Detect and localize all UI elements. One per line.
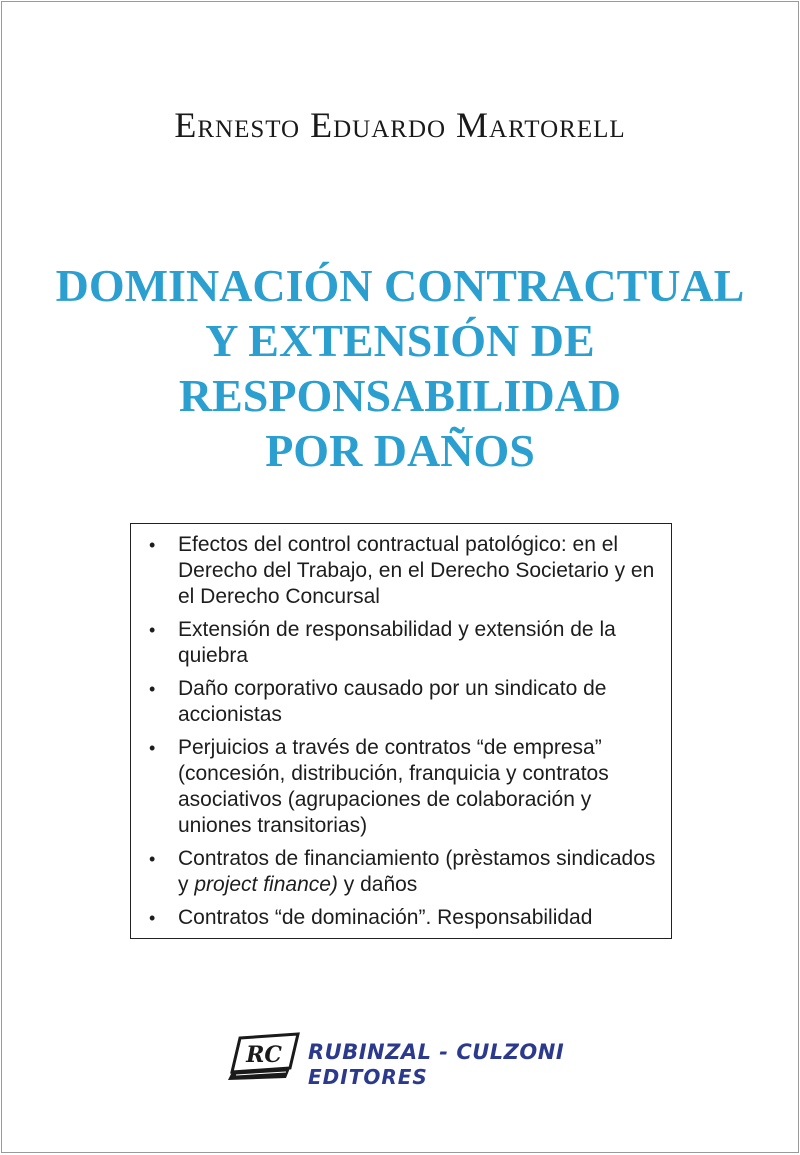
topic-text: Contratos “de dominación”. Responsabilidad <box>178 906 593 929</box>
publisher-sub: EDITORES <box>308 1065 428 1089</box>
publisher-logo-text: RC <box>246 1042 282 1068</box>
topic-item <box>147 617 663 669</box>
bullet-icon: • <box>149 849 156 869</box>
publisher-name: RUBINZAL - CULZONI <box>308 1040 565 1064</box>
topics-box <box>130 523 672 939</box>
bullet-icon: • <box>149 679 156 699</box>
topic-text: Extensión de responsabilidad y extensión de la quiebra <box>178 618 616 667</box>
publisher-logo-icon <box>226 1032 302 1082</box>
topic-text: Efectos del control contractual patológico: en el Derecho del Trabajo, en el Derecho Societario y en el Derecho Concursal <box>178 533 655 608</box>
title-line-4: POR DAÑOS <box>265 425 535 476</box>
topic-text-italic: project finance) <box>194 873 338 896</box>
bullet-icon: • <box>149 738 156 758</box>
bullet-icon: • <box>149 908 156 928</box>
topic-text: Daño corporativo causado por un sindicato de accionistas <box>178 677 607 726</box>
title-line-1: DOMINACIÓN CONTRACTUAL <box>55 260 745 311</box>
topic-text: Perjuicios a través de contratos “de empresa” (concesión, distribución, franquicia y contratos asociativos (agrupaciones de colaboración y uniones transitorias) <box>178 736 609 837</box>
author-name: Ernesto Eduardo Martorell <box>174 105 626 145</box>
topic-text-pre: Contratos de financiamiento (prèstamos sindicados y <box>178 847 656 896</box>
topic-item <box>147 532 663 610</box>
title-line-3: RESPONSABILIDAD <box>178 370 622 421</box>
topics-list <box>131 524 671 931</box>
topic-item <box>147 905 663 931</box>
topic-text-post: y daños <box>337 873 418 896</box>
topic-item <box>147 846 663 898</box>
topic-item <box>147 735 663 839</box>
topic-item <box>147 676 663 728</box>
book-title <box>2 258 798 478</box>
title-line-2: Y EXTENSIÓN DE <box>205 315 595 366</box>
publisher-block <box>226 1032 626 1092</box>
bullet-icon: • <box>149 620 156 640</box>
bullet-icon: • <box>149 535 156 555</box>
book-cover <box>1 1 799 1153</box>
